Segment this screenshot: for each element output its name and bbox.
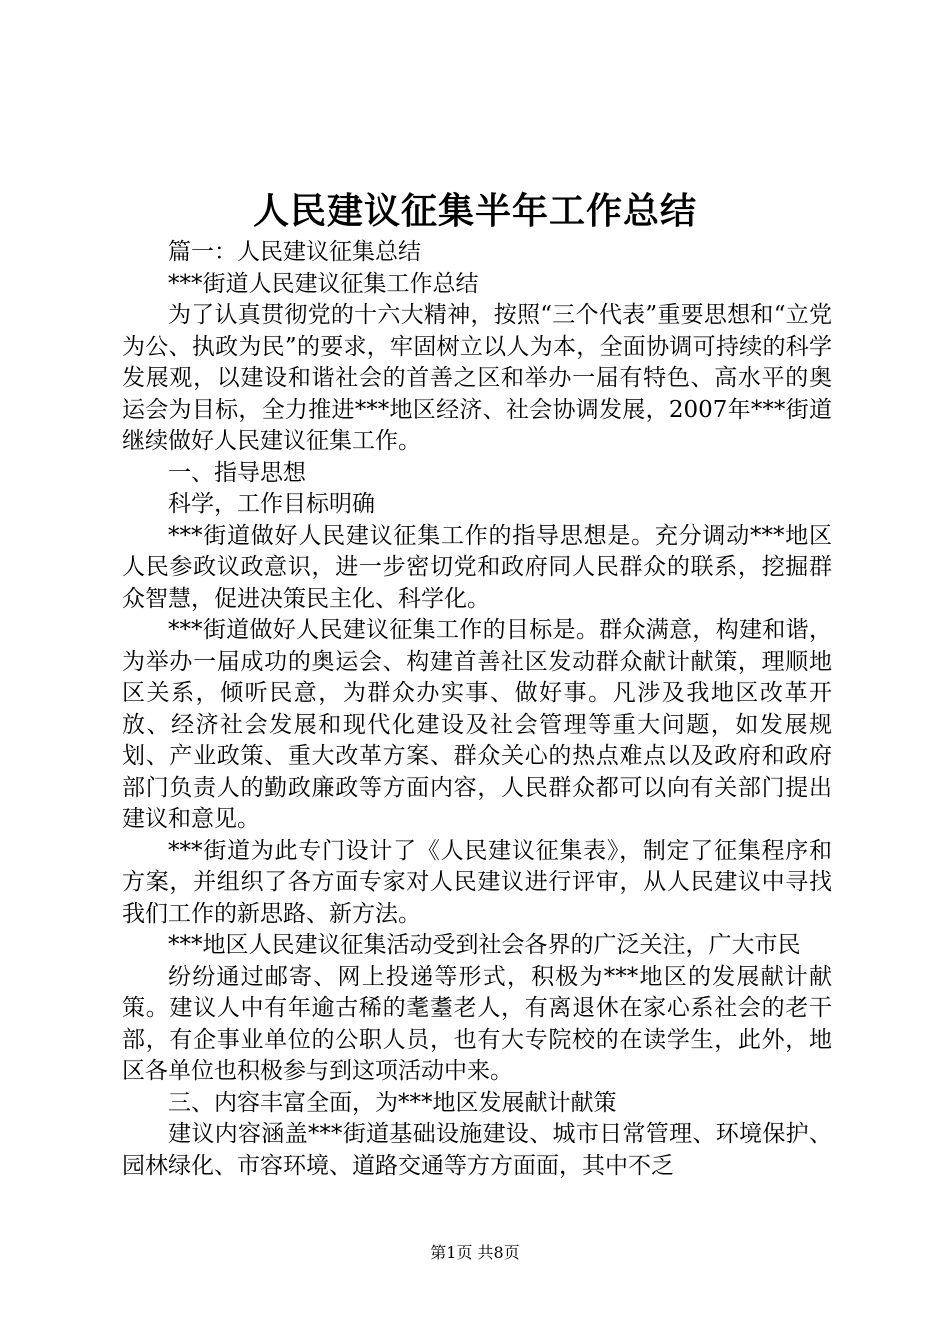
section-heading: 三、内容丰富全面，为***地区发展献计献策 <box>168 1089 617 1116</box>
paragraph: 科学，工作目标明确 <box>168 491 375 517</box>
paragraph: 建议内容涵盖***街道基础设施建设、城市日常管理、环境保护、园林绿化、市容环境、道路交通等方方面面，其中不乏 <box>122 1121 832 1179</box>
paragraph: 为了认真贯彻党的十六大精神，按照“三个代表”重要思想和“立党为公、执政为民”的要求，牢固树立以人为本，全面协调可持续的科学发展观，以建设和谐社会的首善之区和举办一届有特色、高水平的奥运会为目标，全力推进***地区经济、社会协调发展，2007年***街道继续做好人民建议征集工作。 <box>122 302 832 454</box>
paragraph: ***街道为此专门设计了《人民建议征集表》，制定了征集程序和方案，并组织了各方面专家对人民建议进行评审，从人民建议中寻找我们工作的新思路、新方法。 <box>122 837 832 927</box>
paragraph: ***街道人民建议征集工作总结 <box>168 270 479 297</box>
document-title: 人民建议征集半年工作总结 <box>252 190 697 232</box>
document-body <box>122 237 832 1182</box>
paragraph: 纷纷通过邮寄、网上投递等形式，积极为***地区的发展献计献策。建议人中有年逾古稀的耄耋老人，有离退休在家心系社会的老干部，有企事业单位的公职人员，也有大专院校的在读学生，此外，地区各单位也积极参与到这项活动中来。 <box>122 963 832 1084</box>
page-footer: 第1页 共8页 <box>430 1243 520 1262</box>
section-heading: 一、指导思想 <box>168 459 306 486</box>
paragraph: ***街道做好人民建议征集工作的指导思想是。充分调动***地区人民参政议政意识，进一步密切党和政府同人民群众的联系，挖掘群众智慧，促进决策民主化、科学化。 <box>122 522 832 612</box>
paragraph: 篇一：人民建议征集总结 <box>168 239 421 265</box>
paragraph: ***街道做好人民建议征集工作的目标是。群众满意，构建和谐，为举办一届成功的奥运会、构建首善社区发动群众献计献策，理顺地区关系，倾听民意，为群众办实事、做好事。凡涉及我地区改革开放、经济社会发展和现代化建设及社会管理等重大问题，如发展规划、产业政策、重大改革方案、群众关心的热点难点以及政府和政府部门负责人的勤政廉政等方面内容，人民群众都可以向有关部门提出建议和意见。 <box>122 617 832 832</box>
paragraph: ***地区人民建议征集活动受到社会各界的广泛关注，广大市民 <box>168 932 801 958</box>
